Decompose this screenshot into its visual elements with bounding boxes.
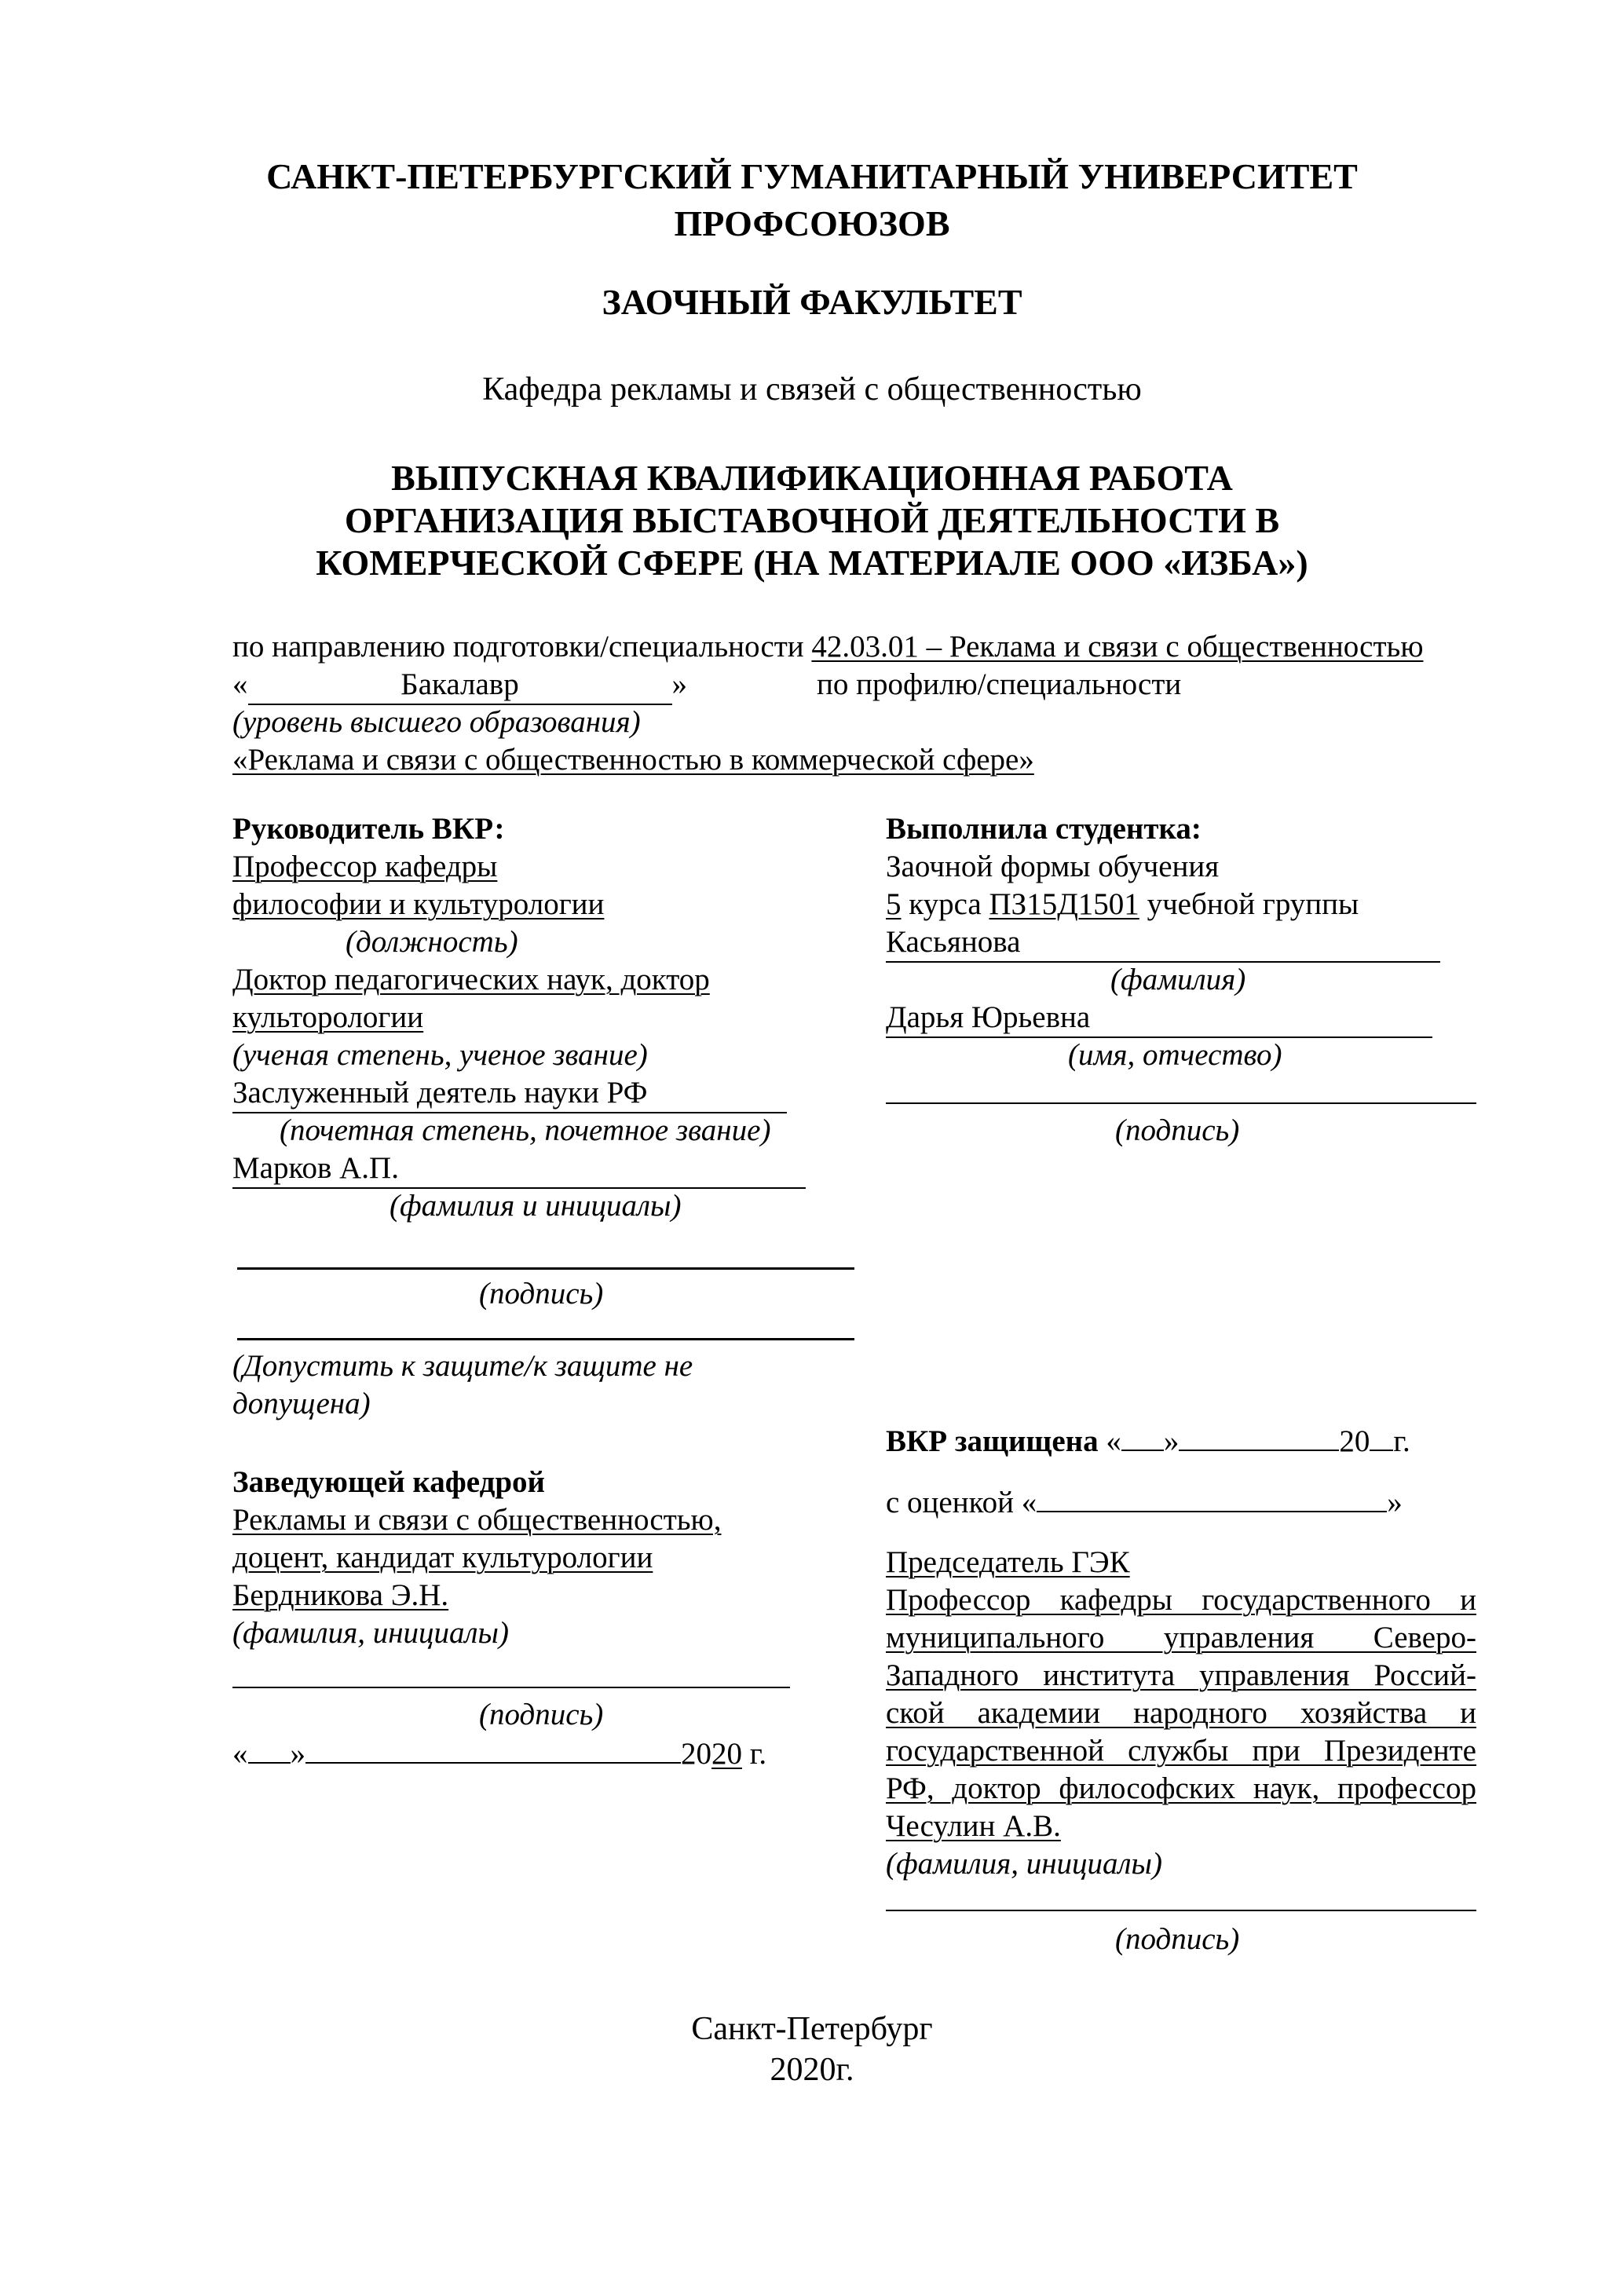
direction-code: 42.03.01 – Реклама и связи с общественностью — [811, 630, 1424, 664]
student-surname-line — [886, 923, 1440, 963]
year-suffix: 20 — [711, 1737, 742, 1771]
head-month-field[interactable] — [305, 1734, 681, 1764]
university-name-line1: САНКТ-ПЕТЕРБУРГСКИЙ ГУМАНИТАРНЫЙ УНИВЕРСИТЕТ — [266, 156, 1358, 196]
supervisor-name: Марков А.П. — [232, 1150, 806, 1189]
work-type-title: ВЫПУСКНАЯ КВАЛИФИКАЦИОННАЯ РАБОТА — [391, 458, 1233, 498]
gek-chair-line: Западного института управления Россий- — [886, 1658, 1476, 1692]
university-name-line2: ПРОФСОЮЗОВ — [674, 203, 950, 243]
grade-label: с оценкой « — [886, 1486, 1037, 1519]
supervisor-heading: Руководитель ВКР: — [232, 812, 505, 846]
supervisor-honor: Заслуженный деятель науки РФ — [232, 1074, 787, 1113]
supervisor-signature-line[interactable] — [237, 1267, 854, 1270]
date-quote-open: « — [232, 1737, 248, 1771]
gek-chair-name-caption: (фамилия, инициалы) — [886, 1847, 1162, 1881]
defense-day-field[interactable] — [1121, 1421, 1164, 1451]
admission-decision-line[interactable] — [237, 1338, 854, 1340]
profile-value: «Реклама и связи с общественностью в коммерческой сфере» — [232, 743, 1034, 777]
admission-caption-line2: допущена) — [232, 1387, 371, 1420]
surname-caption: (фамилия) — [1110, 963, 1246, 996]
student-course-group-line — [886, 886, 1359, 923]
student-signature-line[interactable] — [886, 1102, 1476, 1104]
supervisor-name-caption: (фамилия и инициалы) — [390, 1189, 682, 1223]
defense-quote-open: « — [1098, 1424, 1121, 1458]
faculty-name: ЗАОЧНЫЙ ФАКУЛЬТЕТ — [602, 282, 1022, 322]
city: Санкт-Петербург — [691, 2011, 933, 2047]
admission-caption-line1: (Допустить к защите/к защите не — [232, 1349, 693, 1383]
head-of-department-line1: Рекламы и связи с общественностью, — [232, 1503, 722, 1537]
head-date-line — [232, 1734, 766, 1773]
grade-line — [886, 1483, 1403, 1522]
supervisor-degree-line2: культорологии — [232, 1000, 424, 1034]
head-of-department-name: Бердникова Э.Н. — [232, 1578, 449, 1612]
grade-field[interactable] — [1037, 1483, 1387, 1512]
direction-prefix: по направлению подготовки/специальности — [232, 630, 812, 664]
position-caption: (должность) — [346, 925, 518, 959]
department-name: Кафедра рекламы и связей с общественностью — [482, 371, 1142, 408]
gek-chair-line: ской академии народного хозяйства и — [886, 1696, 1476, 1730]
course-label: курса — [901, 887, 989, 921]
degree-caption: (ученая степень, ученое звание) — [232, 1038, 648, 1072]
head-signature-caption: (подпись) — [479, 1698, 604, 1731]
defense-quote-close: » — [1163, 1424, 1180, 1458]
level-quote-close: » — [671, 667, 687, 701]
student-given-names-line — [886, 999, 1432, 1038]
defense-month-field[interactable] — [1179, 1421, 1339, 1451]
year-prefix: 20 — [681, 1737, 711, 1771]
supervisor-honor-line — [232, 1074, 787, 1113]
defense-year-field[interactable] — [1370, 1421, 1393, 1451]
student-signature-caption: (подпись) — [1115, 1113, 1240, 1147]
gek-signature-line[interactable] — [886, 1910, 1476, 1911]
supervisor-position-line2: философии и культурологии — [232, 887, 605, 921]
gek-chair-line: муниципального управления Северо- — [886, 1621, 1476, 1654]
gek-chair-title: Председатель ГЭК — [886, 1545, 1130, 1579]
defense-year-prefix: 20 — [1339, 1424, 1370, 1458]
year: 2020г. — [770, 2052, 854, 2088]
grade-quote-close: » — [1387, 1486, 1403, 1519]
head-signature-line[interactable] — [232, 1687, 790, 1688]
work-title-line2: КОМЕРЧЕСКОЙ СФЕРЕ (НА МАТЕРИАЛЕ ООО «ИЗБА») — [316, 543, 1308, 583]
year-tail: г. — [742, 1737, 767, 1771]
student-surname: Касьянова — [886, 923, 1440, 963]
supervisor-name-line — [232, 1150, 806, 1189]
supervisor-position-line1: Профессор кафедры — [232, 850, 498, 883]
direction-line — [232, 628, 1423, 666]
head-day-field[interactable] — [248, 1734, 291, 1764]
honor-caption: (почетная степень, почетное звание) — [280, 1113, 771, 1147]
profile-label: по профилю/специальности — [817, 667, 1182, 701]
level-quote-open: « — [232, 667, 248, 701]
defense-label: ВКР защищена — [886, 1424, 1099, 1458]
student-study-form: Заочной формы обучения — [886, 850, 1220, 883]
student-heading: Выполнила студентка: — [886, 812, 1202, 846]
level-line — [232, 666, 687, 705]
head-of-department-heading: Заведующей кафедрой — [232, 1465, 545, 1499]
defense-year-tail: г. — [1393, 1424, 1410, 1458]
gek-chair-line: Профессор кафедры государственного и — [886, 1583, 1476, 1617]
gek-signature-caption: (подпись) — [1115, 1922, 1240, 1956]
defense-date-line — [886, 1421, 1410, 1461]
course-number: 5 — [886, 887, 902, 921]
head-of-department-line2: доцент, кандидат культурологии — [232, 1541, 653, 1574]
supervisor-signature-caption: (подпись) — [479, 1277, 604, 1311]
given-names-caption: (имя, отчество) — [1068, 1038, 1282, 1072]
work-title-line1: ОРГАНИЗАЦИЯ ВЫСТАВОЧНОЙ ДЕЯТЕЛЬНОСТИ В — [344, 500, 1280, 540]
education-level-value: Бакалавр — [248, 666, 672, 705]
date-quote-close: » — [290, 1737, 305, 1771]
group-label: учебной группы — [1139, 887, 1359, 921]
gek-chair-name: Чесулин А.В. — [886, 1809, 1061, 1843]
student-given-names: Дарья Юрьевна — [886, 999, 1432, 1038]
level-caption: (уровень высшего образования) — [232, 705, 641, 739]
gek-chair-line: государственной службы при Президенте — [886, 1734, 1476, 1768]
group-code: ПЗ15Д1501 — [989, 887, 1139, 921]
gek-chair-line: РФ, доктор философских наук, профессор — [886, 1771, 1476, 1805]
head-name-caption: (фамилия, инициалы) — [232, 1616, 509, 1650]
supervisor-degree-line1: Доктор педагогических наук, доктор — [232, 963, 710, 996]
